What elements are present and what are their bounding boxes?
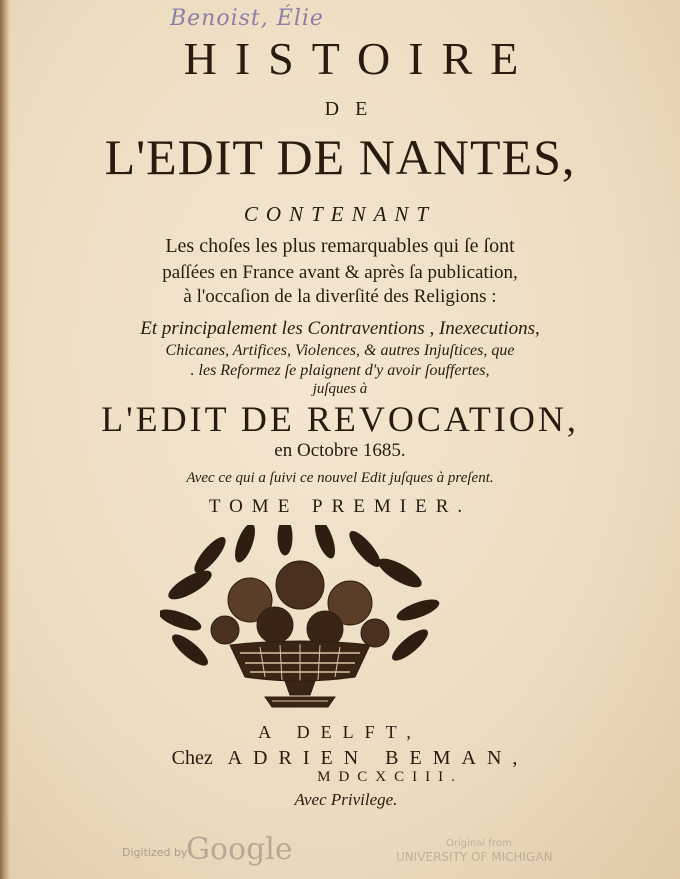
contenant-heading: CONTENANT [243, 202, 437, 226]
revocation-title: L'EDIT DE REVOCATION, [101, 399, 579, 439]
university-watermark: UNIVERSITY OF MICHIGAN [396, 850, 553, 864]
imprint-city: A DELFT, [258, 722, 422, 742]
description-line-1: Les choſes les plus remarquables qui ſe ſont [165, 235, 515, 257]
italic-line-1: Et principalement les Contraventions , Inexecutions, [140, 318, 540, 339]
original-from-watermark: Original from [446, 838, 512, 849]
fruit-basket-ornament-icon [160, 525, 440, 720]
italic-line-2: Chicanes, Artifices, Violences, & autres Injuſtices, que [165, 342, 515, 359]
imprint-printer-name: ADRIEN BEMAN, [227, 747, 529, 769]
avec-suivi-line: Avec ce qui a ſuivi ce nouvel Edit juſques à preſent. [186, 470, 494, 486]
title-line-edit-de-nantes: L'EDIT DE NANTES, [104, 129, 576, 185]
digitized-by-watermark: Digitized by [122, 846, 188, 859]
tome-label: TOME PREMIER. [208, 496, 472, 517]
italic-line-3: . les Reformez ſe plaignent d'y avoir ſouffertes, [190, 362, 490, 379]
title-line-histoire: HISTOIRE [183, 33, 537, 84]
description-line-3: à l'occaſion de la diverſité des Religions : [183, 286, 497, 307]
description-line-2: paſſées en France avant & après ſa publication, [162, 262, 518, 283]
title-line-de: DE [324, 98, 384, 120]
handwritten-note: Benoist, Élie [170, 6, 324, 31]
imprint-year: MDCXCIII. [317, 769, 463, 785]
italic-line-4: juſques à [312, 381, 368, 397]
imprint-privilege: Avec Privilege. [294, 790, 398, 809]
google-logo-watermark: Google [186, 832, 293, 867]
imprint-chez: Chez [171, 747, 213, 769]
revocation-date: en Octobre 1685. [274, 440, 406, 461]
imprint-printer-line [0, 747, 680, 770]
